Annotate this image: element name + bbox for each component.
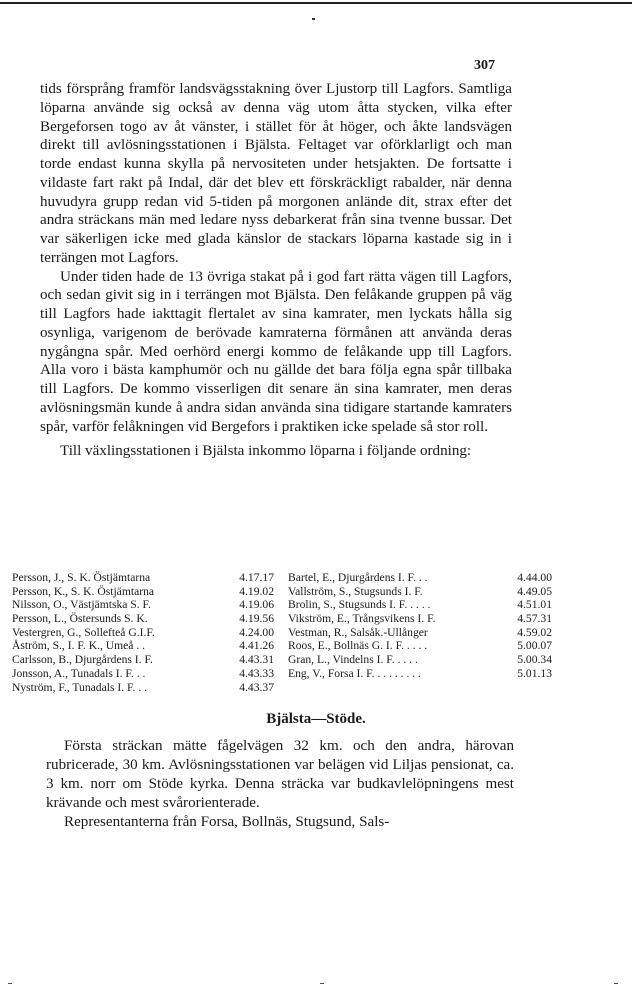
runner-time: 5.01.13 bbox=[517, 666, 552, 680]
runner-name: Nilsson, O., Västjämtska S. F. bbox=[12, 598, 151, 612]
runner-name: Persson, L., Östersunds S. K. bbox=[12, 612, 148, 626]
runner-time: 4.57.31 bbox=[517, 612, 552, 626]
runner-time: 4.43.37 bbox=[239, 680, 274, 694]
runner-time: 4.43.31 bbox=[239, 653, 274, 667]
runner-name: Vestman, R., Salsåk.-Ullånger bbox=[288, 625, 428, 639]
runner-name: Vallström, S., Stugsunds I. F. bbox=[288, 584, 423, 598]
result-row bbox=[288, 585, 556, 599]
runner-time: 4.19.02 bbox=[239, 584, 274, 598]
result-row bbox=[12, 598, 280, 612]
runner-name: Persson, J., S. K. Östjämtarna bbox=[12, 571, 151, 584]
runner-name: Gran, L., Vindelns I. F. . . . . bbox=[288, 653, 418, 667]
runner-name: Roos, E., Bollnäs G. I. F. . . . . bbox=[288, 639, 428, 653]
runner-name: Brolin, S., Stugsunds I. F. . . . . bbox=[288, 598, 431, 612]
result-row bbox=[12, 653, 280, 667]
runner-name: Bartel, E., Djurgårdens I. F. . . bbox=[288, 571, 428, 584]
section-heading: Bjälsta—Stöde. bbox=[266, 711, 366, 727]
result-row bbox=[12, 639, 280, 653]
print-speck bbox=[320, 983, 324, 984]
runner-name: Eng, V., Forsa I. F. . . . . . . . . bbox=[288, 666, 421, 680]
runner-name: Vikström, E., Trångsvikens I. F. bbox=[288, 612, 436, 626]
result-row bbox=[288, 612, 556, 626]
runner-time: 4.51.01 bbox=[517, 598, 552, 612]
results-column-left bbox=[12, 571, 280, 694]
body-text-upper bbox=[40, 80, 512, 461]
runner-time: 4.24.00 bbox=[239, 625, 274, 639]
print-speck bbox=[312, 18, 315, 20]
runner-name: Nyström, F., Tunadals I. F. . . bbox=[12, 680, 148, 694]
result-row bbox=[12, 612, 280, 626]
result-row bbox=[288, 598, 556, 612]
runner-time: 4.19.06 bbox=[239, 598, 274, 612]
paragraph-3: Till växlingsstationen i Bjälsta inkommo löparna i följande ordning: bbox=[60, 443, 472, 460]
page-number: 307 bbox=[474, 58, 495, 73]
result-row bbox=[12, 585, 280, 599]
runner-time: 4.59.02 bbox=[517, 625, 552, 639]
runner-time: 4.43.33 bbox=[239, 666, 274, 680]
runner-name: Persson, K., S. K. Östjämtarna bbox=[12, 584, 155, 598]
paragraph-2: Under tiden hade de 13 övriga stakat på i god fart rätta vägen till Lagfors, och sedan givit sig in i terrängen mot Bjälsta. Den felåkande gruppen på väg till Lagfors hade iakttagit flertalet av sina kamrater, men lyckats hålla sig osynliga, varigenom de berövade kamraterna förmånen att använda deras nygångna spår. Med oerhörd energi kommo de felåkande upp till Lagfors. Alla voro i bästa kamphumör och nu gällde det bara följa egna spår tillbaka till Lagfors. De kommo visserligen dit senare än sina kamrater, men deras avlösningsmän kunde å andra sidan använda sina tidigare startande kamraters spår, varför felåkningen vid Bergefors i praktiken icke spelade så stor roll. bbox=[40, 268, 512, 435]
paragraph-1: tids försprång framför landsvägsstakning över Ljustorp till Lagfors. Samtliga löparna använde sig också av denna väg utom åtta stycken, vilka efter Bergeforsen togo av åt vänster, i stället för åt höger, och åkte landsvägen direkt till avlösningsstationen i Bjälsta. Feltaget var oförklarligt och man torde endast kunna skylla på nervositeten under hetsjakten. De fortsatte i vildaste fart rakt på Indal, där det blev ett förskräckligt rabalder, när denna huvudyra grupp redan vid 5-tiden på morgonen anlände dit, strax efter det andra sträckans män med ledare nyss debarkerat från sina tvenne bussar. Det var säkerligen icke med glada känslor de stackars löparna kastade sig in i terrängen mot Lagfors. bbox=[40, 81, 512, 266]
print-speck bbox=[8, 983, 12, 984]
runner-name: Åström, S., I. F. K., Umeå . . bbox=[12, 639, 146, 653]
result-row bbox=[12, 571, 280, 585]
runner-time: 4.19.56 bbox=[239, 612, 274, 626]
runner-time: 5.00.34 bbox=[517, 653, 552, 667]
runner-time: 5.00.07 bbox=[517, 639, 552, 653]
result-row bbox=[288, 626, 556, 640]
body-text-lower bbox=[46, 737, 514, 832]
result-row bbox=[288, 639, 556, 653]
result-row bbox=[288, 653, 556, 667]
result-row bbox=[288, 571, 556, 585]
runner-time: 4.49.05 bbox=[517, 584, 552, 598]
runner-name: Vestergren, G., Sollefteå G.I.F. bbox=[12, 625, 155, 639]
runner-name: Jonsson, A., Tunadals I. F. . . bbox=[12, 666, 146, 680]
runner-name: Carlsson, B., Djurgårdens I. F. bbox=[12, 653, 153, 667]
paragraph-4: Första sträckan mätte fågelvägen 32 km. och den andra, härovan rubricerade, 30 km. Avlösningsstationen var belägen vid Liljas pensionat, ca. 3 km. norr om Stöde kyrka. Denna sträcka var budkavlelöpningens mest krävande och mest svårorienterade. bbox=[46, 738, 514, 811]
runner-time: 4.41.26 bbox=[239, 639, 274, 653]
paragraph-5: Representanterna från Forsa, Bollnäs, Stugsund, Sals- bbox=[64, 814, 390, 830]
results-column-right bbox=[288, 571, 556, 681]
print-speck bbox=[614, 983, 618, 984]
result-row bbox=[12, 667, 280, 681]
result-row bbox=[288, 667, 556, 681]
result-row bbox=[12, 681, 280, 695]
top-edge-rule bbox=[0, 2, 632, 4]
result-row bbox=[12, 626, 280, 640]
runner-time: 4.44.00 bbox=[517, 571, 552, 584]
runner-time: 4.17.17 bbox=[239, 571, 274, 584]
